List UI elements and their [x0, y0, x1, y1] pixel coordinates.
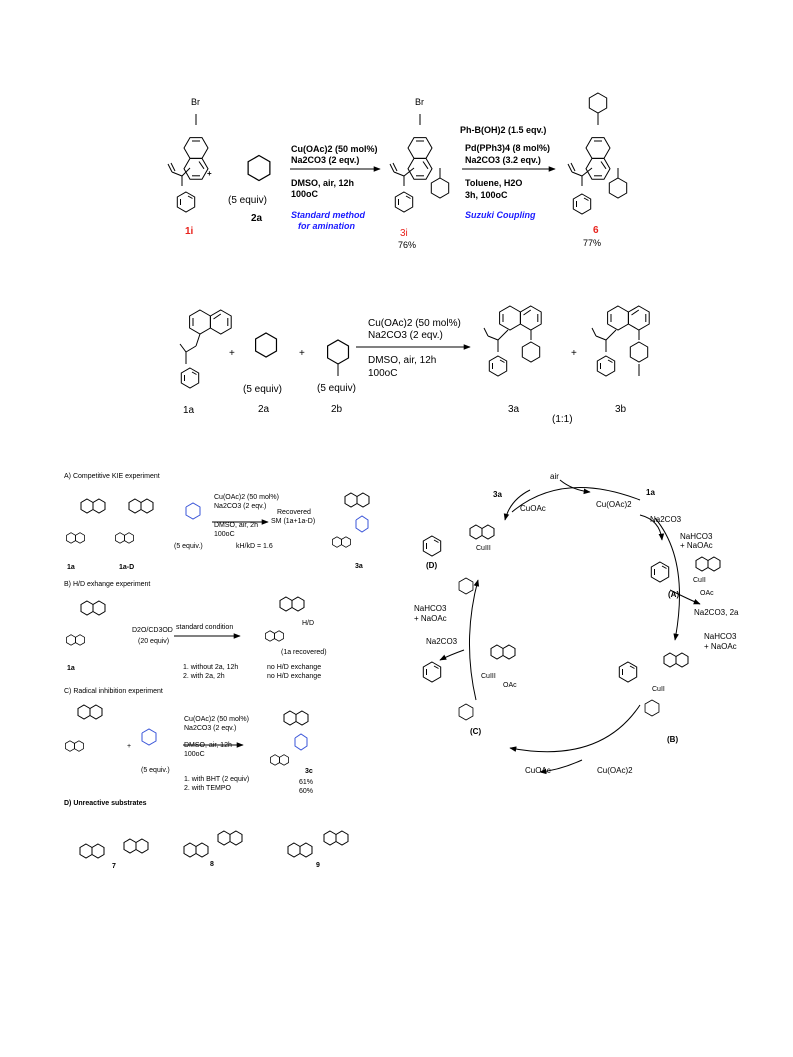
cond1-line2: Na2CO3 (2 eqv.) [291, 155, 360, 165]
structure-B-1a [67, 601, 105, 645]
intermediate-D [423, 525, 494, 594]
yield-c-2: 60% [299, 788, 314, 795]
result-b-1: no H/D exchange [267, 664, 322, 671]
cond-a-4: 100oC [214, 531, 235, 538]
structure-C-3c [271, 711, 308, 765]
panel-b-title: B) H/D exhange experiment [64, 581, 151, 588]
panel-d-title: D) Unreactive substrates [64, 800, 147, 807]
structure-A-3a [332, 493, 369, 547]
cycle-cuoac2-top: Cu(OAc)2 [596, 500, 632, 509]
cycle-label-A: (A) [668, 590, 680, 599]
result-a-2: SM (1a+1a-D) [271, 518, 316, 525]
cond-c-line1: 1. with BHT (2 equiv) [184, 776, 250, 783]
structure-C-morpholine [142, 729, 156, 745]
label-b-1a: 1a [67, 665, 75, 672]
cond-s2-line3: DMSO, air, 12h [368, 355, 437, 366]
plus-c: + [127, 743, 132, 750]
structure-3a [484, 306, 541, 376]
cond-c-line2: 2. with TEMPO [184, 785, 231, 792]
label-1i: 1i [185, 226, 194, 237]
label-6: 6 [593, 225, 599, 236]
label-a-1a-d: 1a-D [119, 564, 135, 571]
cycle-oacA: OAc [700, 590, 714, 597]
cycle-cuB: CuII [652, 686, 665, 693]
product-3i-br: Br [415, 97, 424, 107]
reagent-b: D2O/CD3OD [132, 627, 173, 634]
cond2-line5: 3h, 100oC [465, 190, 508, 200]
cond-a-2: Na2CO3 (2 eqv.) [214, 503, 267, 510]
cond-c-3: DMSO, air, 12h [184, 742, 232, 749]
cycle-cuoac2-bottom: Cu(OAc)2 [597, 766, 633, 775]
structure-A-morpholine [186, 503, 200, 519]
structure-C-1a [65, 705, 102, 751]
structure-3i [390, 114, 449, 212]
panel-a-title: A) Competitive KIE experiment [64, 473, 160, 480]
label-a-3a: 3a [355, 563, 363, 570]
intermediate-C [423, 645, 515, 720]
structure-A-1a-D [116, 499, 154, 543]
cond-b-line2: 2. with 2a, 2h [183, 673, 225, 680]
result-b-2: no H/D exchange [267, 673, 322, 680]
label-2b-equiv: (5 equiv) [317, 383, 356, 394]
yield-c-1: 61% [299, 779, 314, 786]
cycle-reagents-AB: Na2CO3, 2a [694, 608, 739, 617]
plus-2: + [299, 348, 305, 359]
cond2-line1: Ph-B(OH)2 (1.5 eqv.) [460, 125, 547, 135]
label-8: 8 [210, 861, 214, 868]
label-a-1a: 1a [67, 564, 75, 571]
cond-c-1: Cu(OAc)2 (50 mol%) [184, 716, 249, 723]
structure-3b [592, 306, 649, 376]
kie-value: kH/kD = 1.6 [236, 543, 273, 550]
label-1a: 1a [183, 405, 195, 416]
cycle-cuA: CuII [693, 577, 706, 584]
cycle-byD-1: NaHCO3 [414, 604, 447, 613]
cond-s2-line4: 100oC [368, 368, 398, 379]
cycle-na2co3-left: Na2CO3 [426, 637, 458, 646]
label-c-equiv: (5 equiv.) [141, 767, 170, 774]
label-2a-equiv-s2: (5 equiv) [243, 384, 282, 395]
cond-b-line1: 1. without 2a, 12h [183, 664, 239, 671]
label-3b: 3b [615, 404, 627, 415]
plus-3: + [571, 348, 577, 359]
structure-1i [168, 114, 208, 212]
cycle-label-C: (C) [470, 727, 482, 736]
cond1-line3: DMSO, air, 12h [291, 178, 355, 188]
cond-c-4: 100oC [184, 751, 205, 758]
cycle-cuoac-bottom: CuOAc [525, 766, 551, 775]
ratio: (1:1) [552, 414, 573, 425]
method1-line2: for amination [298, 221, 356, 231]
structure-1a [180, 310, 231, 388]
label-7: 7 [112, 863, 116, 870]
cycle-3a-out: 3a [493, 490, 502, 499]
structure-6 [568, 93, 627, 214]
cycle-byA-1: NaHCO3 [680, 532, 713, 541]
cond1-line1: Cu(OAc)2 (50 mol%) [291, 144, 378, 154]
label-b-recovered: (1a recovered) [281, 649, 327, 656]
cycle-byA-2: + NaOAc [680, 541, 713, 550]
method2: Suzuki Coupling [465, 210, 536, 220]
cycle-byD-2: + NaOAc [414, 614, 447, 623]
cycle-byB-1: NaHCO3 [704, 632, 737, 641]
label-9: 9 [316, 862, 320, 869]
structure-2b [328, 340, 349, 376]
structure-B-product [266, 597, 305, 641]
cond-s2-line1: Cu(OAc)2 (50 mol%) [368, 318, 461, 329]
cycle-cuD: CuIII [476, 545, 491, 552]
label-2b: 2b [331, 404, 343, 415]
cond-a-3: DMSO, air, 2h [214, 522, 258, 529]
cycle-oacC: OAc [503, 682, 517, 689]
label-3i: 3i [400, 228, 408, 239]
cond2-line3: Na2CO3 (3.2 eqv.) [465, 155, 541, 165]
cond-c-2: Na2CO3 (2 eqv.) [184, 725, 237, 732]
cycle-label-D: (D) [426, 561, 438, 570]
structure-morpholine-2a [248, 156, 270, 181]
label-2a: 2a [251, 213, 263, 224]
cycle-1a: 1a [646, 488, 655, 497]
product-b-hd: H/D [302, 620, 315, 627]
yield-6: 77% [583, 238, 602, 248]
label-a-equiv: (5 equiv.) [174, 543, 203, 550]
structure-A-1a [67, 499, 105, 543]
panel-c-title: C) Radical inhibition experiment [64, 688, 163, 695]
cond1-line4: 100oC [291, 189, 319, 199]
plus-1: + [229, 348, 235, 359]
label-c-3c: 3c [305, 768, 313, 775]
cond2-line4: Toluene, H2O [465, 178, 523, 188]
cycle-air: air [550, 472, 559, 481]
cond-s2-line2: Na2CO3 (2 eqv.) [368, 330, 443, 341]
structure-2a-scheme2 [256, 333, 277, 357]
yield-3i: 76% [398, 240, 417, 250]
result-a-1: Recovered [277, 509, 311, 516]
intermediate-B [619, 653, 688, 716]
reagent-b-equiv: (20 equiv) [138, 638, 170, 645]
structure-8 [184, 831, 242, 857]
cond2-line2: Pd(PPh3)4 (8 mol%) [465, 143, 551, 153]
label-2a-equiv: (5 equiv) [228, 195, 267, 206]
method1-line1: Standard method [291, 210, 366, 220]
label-2a-s2: 2a [258, 404, 270, 415]
cond-b: standard condition [176, 624, 234, 631]
sm-substituent-br: Br [191, 97, 200, 107]
plus-sign: + [207, 169, 212, 178]
label-3a: 3a [508, 404, 520, 415]
cycle-byB-2: + NaOAc [704, 642, 737, 651]
structure-7 [80, 839, 148, 858]
intermediate-A [651, 557, 720, 582]
cycle-na2co3-top: Na2CO3 [650, 515, 682, 524]
structure-9 [288, 831, 348, 857]
cycle-cuC: CuIII [481, 673, 496, 680]
cycle-cuoac-top: CuOAc [520, 504, 546, 513]
cond-a-1: Cu(OAc)2 (50 mol%) [214, 494, 279, 501]
cycle-label-B: (B) [667, 735, 679, 744]
